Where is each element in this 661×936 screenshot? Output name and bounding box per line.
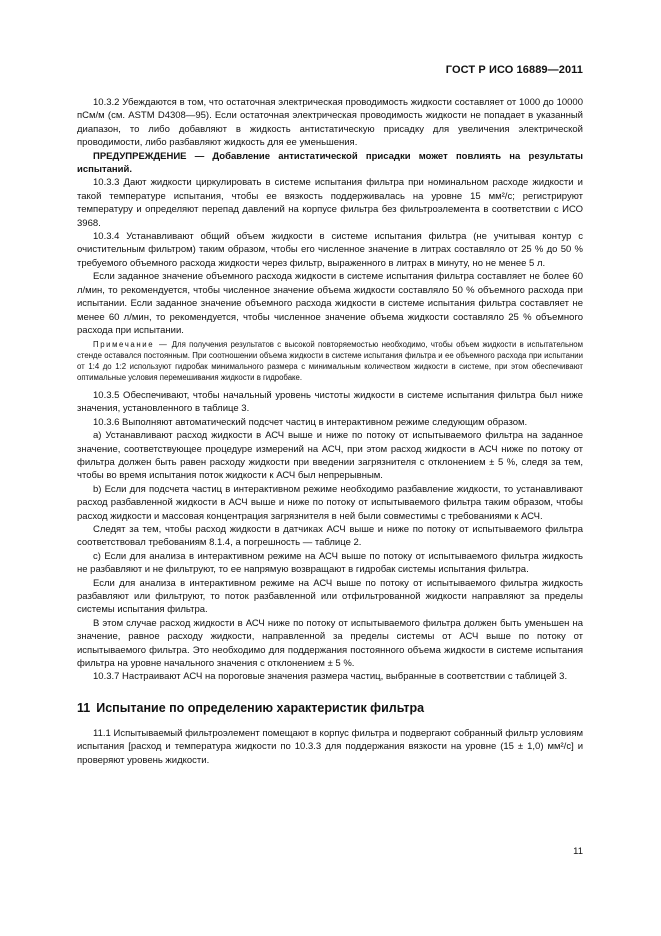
page-number: 11 bbox=[573, 846, 583, 857]
paragraph-flow-rate: Если заданное значение объемного расхода жидкости в системе испытания фильтра составляет не более 60 л/мин, то рекомендуется, чтобы численное значение объема жидкости составляло 50 % объемного расхода при испытании. Если заданное значение объемного расхода жидкости в системе испытания фильтра составляет не менее 60 л/мин, то рекомендуется, чтобы численное значение объема жидкости составляло 25 % объемного расхода при испытании. bbox=[77, 271, 583, 336]
paragraph-10-3-5: 10.3.5 Обеспечивают, чтобы начальный уровень чистоты жидкости в системе испытания фильтра был ниже значения, установленного в таблице 3. bbox=[77, 389, 583, 415]
document-header: ГОСТ Р ИСО 16889—2011 bbox=[445, 64, 583, 76]
paragraph-dilution: Если для анализа в интерактивном режиме на АСЧ выше по потоку от испытываемого фильтра жидкость разбавляют или фильтруют, то поток разбавленной или отфильтрованной жидкости направляют за пределы системы испытания фильтра. bbox=[77, 577, 583, 616]
note-text: Для получения результатов с высокой повторяемостью необходимо, чтобы объем жидкости в испытательном стенде оставался постоянным. При соотношении объема жидкости в системе испытания фильтра и ее объемного расхода при испытании от 1:4 до 1:2 используют гидробак минимального размера с минимальным количеством жидкости в системе, при этом обеспечивают оптимальные условия перемешивания жидкости в гидробаке. bbox=[77, 340, 584, 383]
paragraph-10-3-6: 10.3.6 Выполняют автоматический подсчет частиц в интерактивном режиме следующим образом. bbox=[93, 416, 528, 428]
paragraph-11-1: 11.1 Испытываемый фильтроэлемент помещают в корпус фильтра и подвергают собранный фильтр условиям испытания [расход и температура жидкости по 10.3.3 для поддержания вязкости на уровне (15 ± 1,0) мм²/с] и проверяют уровень жидкости. bbox=[77, 727, 583, 766]
warning-paragraph: ПРЕДУПРЕЖДЕНИЕ — Добавление антистатической присадки может повлиять на результаты испытаний. bbox=[77, 150, 583, 176]
section-heading bbox=[77, 701, 583, 716]
note-label: Примечание — bbox=[93, 340, 169, 350]
note-paragraph bbox=[77, 340, 583, 384]
paragraph-item-b: b) Если для подсчета частиц в интерактивном режиме необходимо разбавление жидкости, то устанавливают расход разбавленной жидкости в АСЧ выше и ниже по потоку от испытываемого фильтра таким образом, чтобы расход жидкости и массовая концентрация загрязнителя в ней были совместимы с требованиями к АСЧ. bbox=[77, 483, 583, 522]
paragraph-sensor-flow: Следят за тем, чтобы расход жидкости в датчиках АСЧ выше и ниже по потоку от испытываемого фильтра соответствовал требованиям 8.1.4, а погрешность — таблице 2. bbox=[77, 524, 583, 549]
paragraph-10-3-7: 10.3.7 Настраивают АСЧ на пороговые значения размера частиц, выбранные в соответствии с таблицей 3. bbox=[93, 671, 568, 683]
paragraph-10-3-3: 10.3.3 Дают жидкости циркулировать в системе испытания фильтра при номинальном расходе жидкости и такой температуре испытания, чтобы ее вязкость поддерживалась на уровне 15 мм²/с; регистрируют температуру и определяют перепад давлений на корпусе фильтра без фильтроэлемента в соответствии с ИСО 3968. bbox=[77, 177, 583, 229]
paragraph-item-c: c) Если для анализа в интерактивном режиме на АСЧ выше по потоку от испытываемого фильтра жидкость не разбавляют и не фильтруют, то ее напрямую возвращают в гидробак системы испытания фильтра. bbox=[77, 550, 583, 576]
paragraph-10-3-2: 10.3.2 Убеждаются в том, что остаточная электрическая проводимость жидкости составляет от 1000 до 10000 пСм/м (см. ASTM D4308—95). Если остаточная электрическая проводимость жидкости не попадает в указанный диапазон, то либо добавляют в жидкость антистатическую присадку для увеличения электрической проводимости, либо разбавляют жидкость для ее уменьшения. bbox=[77, 97, 583, 149]
document-body bbox=[77, 96, 583, 767]
section-title: Испытание по определению характеристик фильтра bbox=[96, 700, 425, 715]
paragraph-10-3-4: 10.3.4 Устанавливают общий объем жидкости в системе испытания фильтра (не учитывая контур с очистительным фильтром) таким образом, чтобы его численное значение в литрах составляло от 25 % до 50 % требуемого объемного расхода жидкости через фильтр, выраженного в литрах в минуту, но не менее 5 л. bbox=[77, 231, 583, 269]
paragraph-flow-reduction: В этом случае расход жидкости в АСЧ ниже по потоку от испытываемого фильтра должен быть уменьшен на значение, равное расходу жидкости, направленной за пределы системы от АСЧ выше по потоку от испытываемого фильтра. Это необходимо для поддержания постоянного объема жидкости в системе испытания фильтра на уровне начального значения с отклонением ± 5 %. bbox=[77, 617, 583, 670]
paragraph-item-a: a) Устанавливают расход жидкости в АСЧ выше и ниже по потоку от испытываемого фильтра на заданное значение, соответствующее процедуре измерений на АСЧ, при этом расход жидкости в АСЧ ниже по потоку от фильтра должен быть равен расходу жидкости при введении загрязнителя с отклонением ± 5 %, следя за тем, чтобы во время испытания поток жидкости к АСЧ был непрерывным. bbox=[77, 430, 583, 482]
section-number: 11 bbox=[77, 700, 91, 715]
